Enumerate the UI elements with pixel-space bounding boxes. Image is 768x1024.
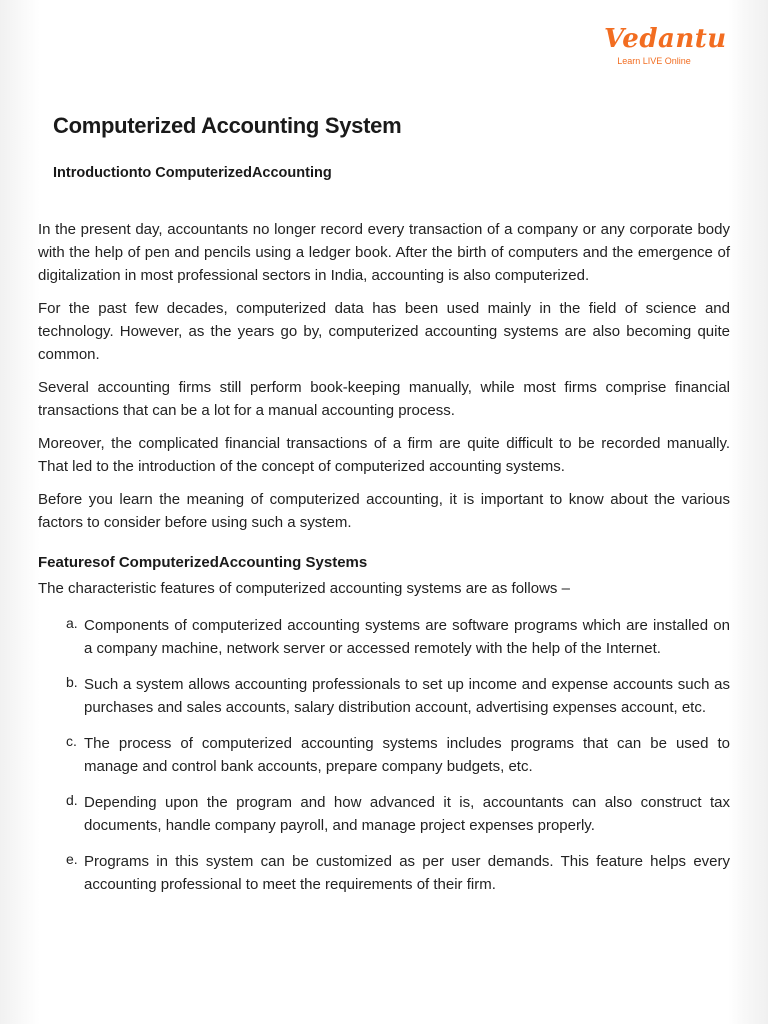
features-list bbox=[38, 614, 730, 896]
features-intro: The characteristic features of computerized accounting systems are as follows – bbox=[38, 580, 570, 597]
brand-logo-wordmark: Vedantu bbox=[604, 24, 727, 54]
feature-list-item bbox=[38, 850, 730, 896]
document-body bbox=[38, 218, 730, 909]
paragraph: Before you learn the meaning of computerized accounting, it is important to know about the various factors to consider before using such a system. bbox=[38, 491, 730, 531]
list-marker: b. bbox=[66, 674, 78, 690]
list-marker: a. bbox=[66, 615, 78, 631]
paragraph: Moreover, the complicated financial transactions of a firm are quite difficult to be recorded manually. That led to the introduction of the concept of computerized accounting systems. bbox=[38, 435, 730, 475]
feature-list-item bbox=[38, 732, 730, 778]
feature-text: Depending upon the program and how advanced it is, accountants can also construct tax documents, handle company payroll, and manage project expenses properly. bbox=[84, 794, 730, 834]
page-title: Computerized Accounting System bbox=[53, 113, 402, 138]
feature-text: Programs in this system can be customized as per user demands. This feature helps every accounting professional to meet the requirements of their firm. bbox=[84, 853, 730, 893]
feature-text: Components of computerized accounting systems are software programs which are installed on a company machine, network server or accessed remotely with the help of the Internet. bbox=[84, 617, 730, 657]
paragraph: In the present day, accountants no longer record every transaction of a company or any corporate body with the help of pen and pencils using a ledger book. After the birth of computers and the emergence of digitalization in most professional sectors in India, accounting is also computerized. bbox=[38, 221, 730, 284]
list-marker: c. bbox=[66, 733, 77, 749]
feature-text: Such a system allows accounting professionals to set up income and expense accounts such as purchases and sales accounts, salary distribution account, advertising expenses account, etc. bbox=[84, 676, 730, 716]
list-marker: e. bbox=[66, 851, 78, 867]
list-marker: d. bbox=[66, 792, 78, 808]
features-heading: Featuresof ComputerizedAccounting Systems bbox=[38, 554, 368, 571]
brand-logo[interactable] bbox=[604, 24, 727, 67]
brand-tagline: Learn LIVE Online bbox=[617, 56, 691, 66]
feature-text: The process of computerized accounting systems includes programs that can be used to manage and control bank accounts, prepare company budgets, etc. bbox=[84, 735, 730, 775]
paragraph: For the past few decades, computerized data has been used mainly in the field of science and technology. However, as the years go by, computerized accounting systems are also becoming quite common. bbox=[38, 300, 730, 363]
feature-list-item bbox=[38, 673, 730, 719]
page-subtitle: Introductionto ComputerizedAccounting bbox=[53, 165, 332, 181]
paragraph: Several accounting firms still perform book-keeping manually, while most firms comprise financial transactions that can be a lot for a manual accounting process. bbox=[38, 379, 730, 419]
feature-list-item bbox=[38, 614, 730, 660]
feature-list-item bbox=[38, 791, 730, 837]
